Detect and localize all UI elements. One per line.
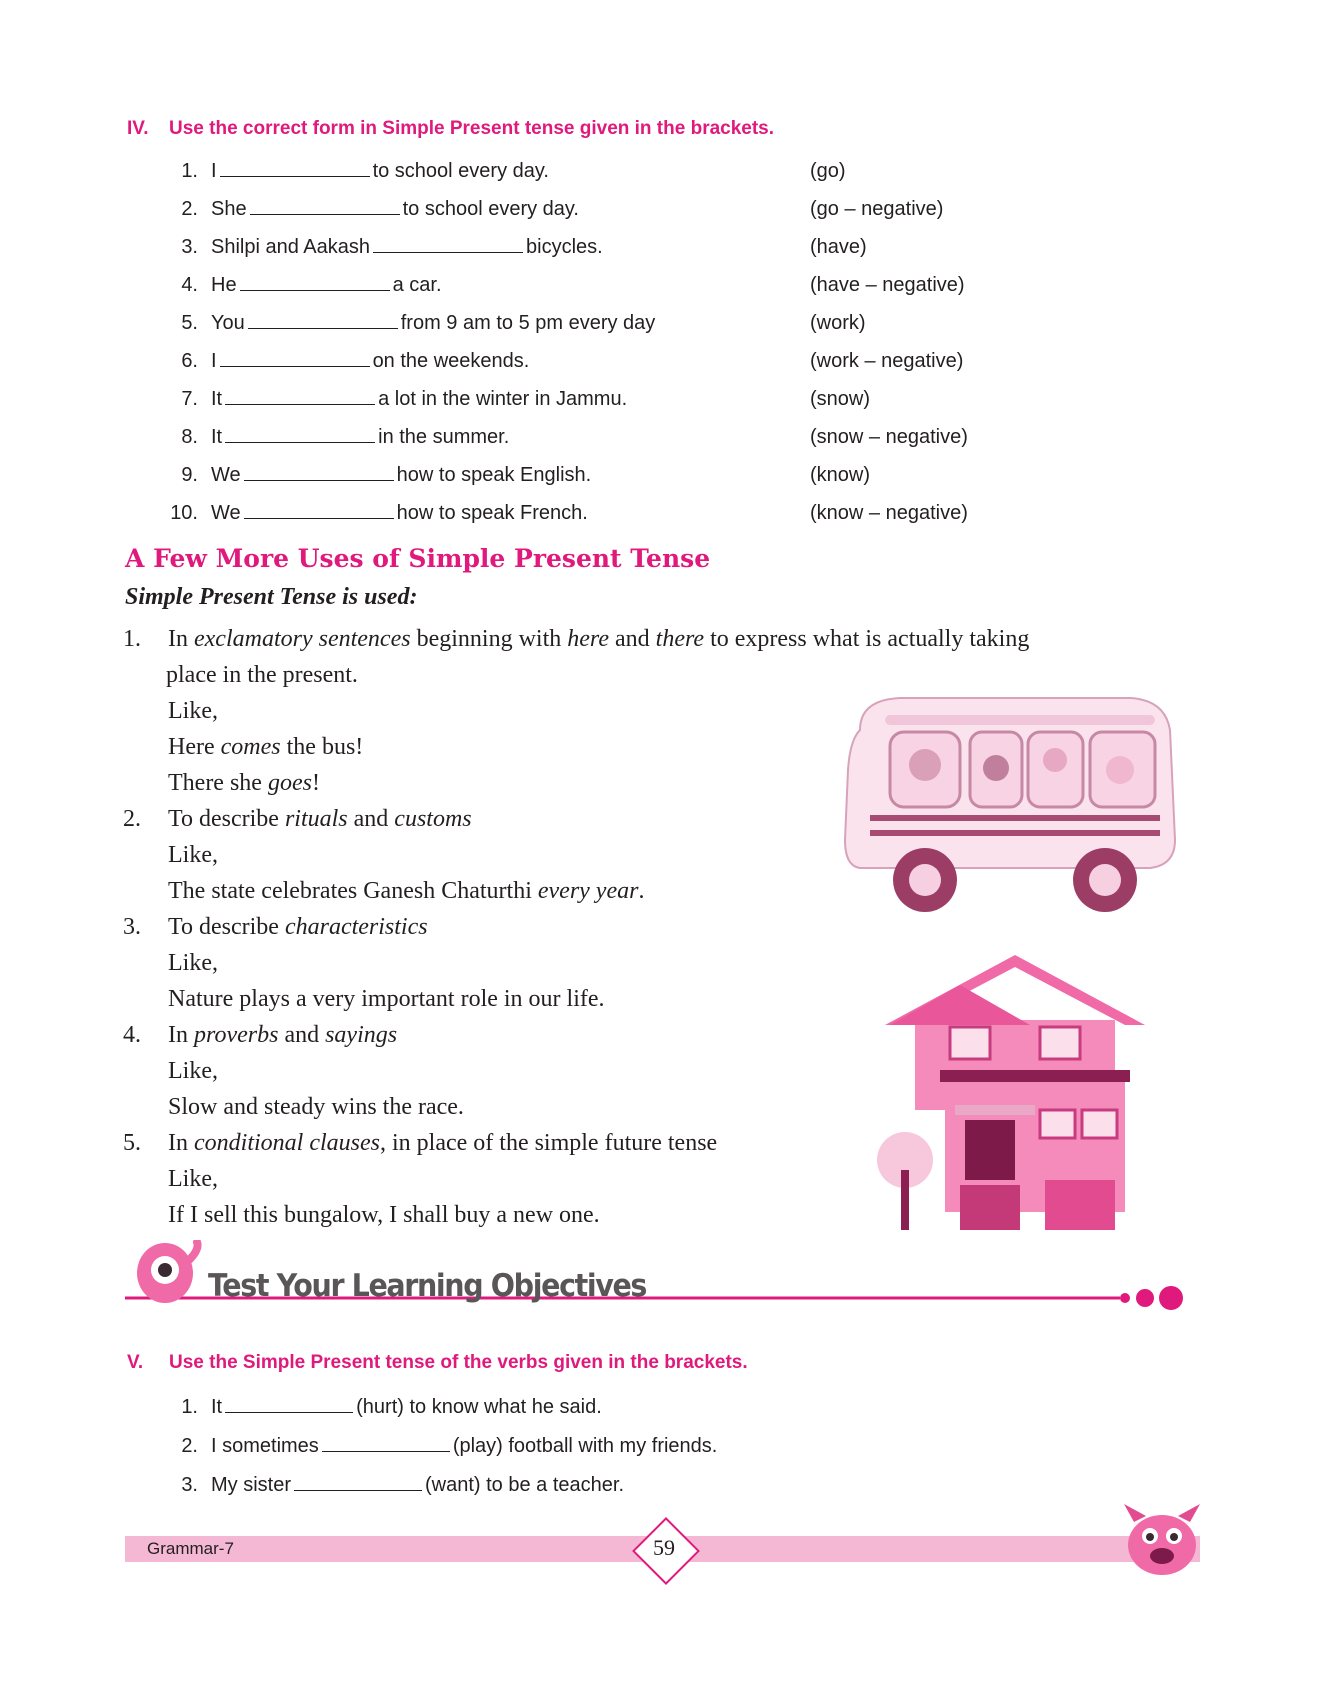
item-after: from 9 am to 5 pm every day [400,312,656,334]
like-label: Like, [168,1058,218,1084]
item-before: He [211,274,237,296]
answer-blank[interactable] [220,156,370,177]
exercise-item [168,308,1008,338]
text: . [638,878,645,904]
item-before: Shilpi and Aakash [211,236,371,258]
exercise-item [168,270,1008,300]
text: and [278,1022,326,1048]
item-before: We [211,464,241,486]
like-label: Like, [168,950,218,976]
text: proverbs [194,1022,279,1048]
answer-blank[interactable] [225,1392,353,1413]
text: customs [394,806,472,832]
item-hint: (have) [810,236,867,258]
exercise-item [168,460,1008,490]
section-v-heading [127,1352,748,1374]
uses-title: A Few More Uses of Simple Present Tense [125,544,711,573]
item-after: (hurt) to know what he said. [356,1396,602,1418]
use-5 [123,1128,718,1158]
text: characteristics [284,914,428,940]
item-before: My sister [211,1474,291,1496]
item-number: 2. [181,198,198,220]
section-iv-number: IV. [127,118,149,139]
answer-blank[interactable] [294,1470,422,1491]
item-number: 7. [181,388,198,410]
item-after: to school every day. [372,160,549,182]
text: To describe [168,806,285,832]
use-1-cont: place in the present. [166,662,358,688]
text: and [347,806,395,832]
item-hint: (go – negative) [810,198,944,220]
item-before: It [211,426,223,448]
item-hint: (go) [810,160,846,182]
example: If I sell this bungalow, I shall buy a new one. [168,1202,600,1228]
item-before: She [211,198,247,220]
exercise-item [168,1392,1008,1422]
item-before: I [211,350,217,372]
answer-blank[interactable] [250,194,400,215]
answer-blank[interactable] [244,460,394,481]
item-hint: (work – negative) [810,350,964,372]
house-illustration [870,955,1160,1245]
text: To describe [168,914,285,940]
exercise-item [168,156,1008,186]
item-number: 10. [170,502,198,524]
monster-mascot-icon [137,1242,198,1303]
use-3 [123,912,428,942]
item-number: 5. [181,312,198,334]
example: Nature plays a very important role in our life. [168,986,605,1012]
text: In [168,1130,194,1156]
item-before: I sometimes [211,1435,319,1457]
example [168,768,320,798]
exercise-item [168,384,1008,414]
answer-blank[interactable] [225,422,375,443]
exercise-item [168,422,1008,452]
use-number: 1. [123,626,141,652]
section-v-number: V. [127,1352,144,1373]
uses-subtitle: Simple Present Tense is used: [125,584,418,610]
exercise-item [168,346,1008,376]
text: here [567,626,609,652]
exercise-item [168,1431,1008,1461]
item-number: 3. [181,1474,198,1496]
item-number: 3. [181,236,198,258]
answer-blank[interactable] [225,384,375,405]
like-label: Like, [168,698,218,724]
section-iv-heading-text: Use the correct form in Simple Present tense given in the brackets. [169,118,775,139]
item-after: on the weekends. [372,350,530,372]
text: Here [168,734,221,760]
item-number: 1. [181,160,198,182]
text: In [168,626,194,652]
item-after: bicycles. [526,236,603,258]
use-number: 3. [123,914,141,940]
exercise-item [168,1470,1008,1500]
section-v-heading-text: Use the Simple Present tense of the verbs given in the brackets. [169,1352,748,1373]
text: In [168,1022,194,1048]
section-iv-heading [127,118,774,140]
text: conditional clauses [194,1130,380,1156]
exercise-item [168,498,1008,528]
item-before: It [211,1396,223,1418]
item-hint: (snow) [810,388,871,410]
tlo-title: Test Your Learning Objectives [208,1268,647,1304]
example [168,876,644,906]
item-before: You [211,312,245,334]
answer-blank[interactable] [373,232,523,253]
item-before: We [211,502,241,524]
item-number: 6. [181,350,198,372]
item-number: 9. [181,464,198,486]
school-bus-illustration [830,690,1190,920]
item-hint: (snow – negative) [810,426,968,448]
answer-blank[interactable] [248,308,398,329]
item-before: It [211,388,223,410]
item-number: 8. [181,426,198,448]
text: beginning with [410,626,568,652]
item-number: 1. [181,1396,198,1418]
like-label: Like, [168,1166,218,1192]
like-label: Like, [168,842,218,868]
item-before: I [211,160,217,182]
item-after: in the summer. [378,426,510,448]
text: exclamatory sentences [194,626,411,652]
item-after: a car. [392,274,442,296]
item-hint: (know – negative) [810,502,968,524]
text: ! [311,770,320,796]
answer-blank[interactable] [244,498,394,519]
example: Slow and steady wins the race. [168,1094,464,1120]
item-after: how to speak English. [396,464,592,486]
footer-book-title: Grammar-7 [147,1539,234,1558]
item-number: 4. [181,274,198,296]
text: there [655,626,705,652]
text: to express what is actually taking [704,626,1030,652]
exercise-item [168,194,1008,224]
text: sayings [325,1022,398,1048]
use-4 [123,1020,398,1050]
use-number: 4. [123,1022,141,1048]
text: There she [168,770,268,796]
item-hint: (work) [810,312,866,334]
answer-blank[interactable] [322,1431,450,1452]
text: the bus! [280,734,364,760]
item-number: 2. [181,1435,198,1457]
exercise-item [168,232,1008,262]
use-number: 2. [123,806,141,832]
item-after: a lot in the winter in Jammu. [378,388,628,410]
item-hint: (have – negative) [810,274,965,296]
item-after: (play) football with my friends. [452,1435,718,1457]
item-hint: (know) [810,464,871,486]
use-1 [123,624,1030,654]
item-after: to school every day. [402,198,579,220]
example [168,732,363,762]
item-after: how to speak French. [396,502,588,524]
text: every year [537,878,639,904]
text: goes [267,770,312,796]
text: , in place of the simple future tense [379,1130,718,1156]
text: The state celebrates Ganesh Chaturthi [168,878,538,904]
text: and [609,626,656,652]
text: comes [220,734,281,760]
answer-blank[interactable] [220,346,370,367]
text: rituals [284,806,348,832]
pink-monster-icon [1120,1500,1205,1580]
answer-blank[interactable] [240,270,390,291]
item-after: (want) to be a teacher. [425,1474,625,1496]
use-number: 5. [123,1130,141,1156]
use-2 [123,804,472,834]
page-number: 59 [653,1535,675,1560]
